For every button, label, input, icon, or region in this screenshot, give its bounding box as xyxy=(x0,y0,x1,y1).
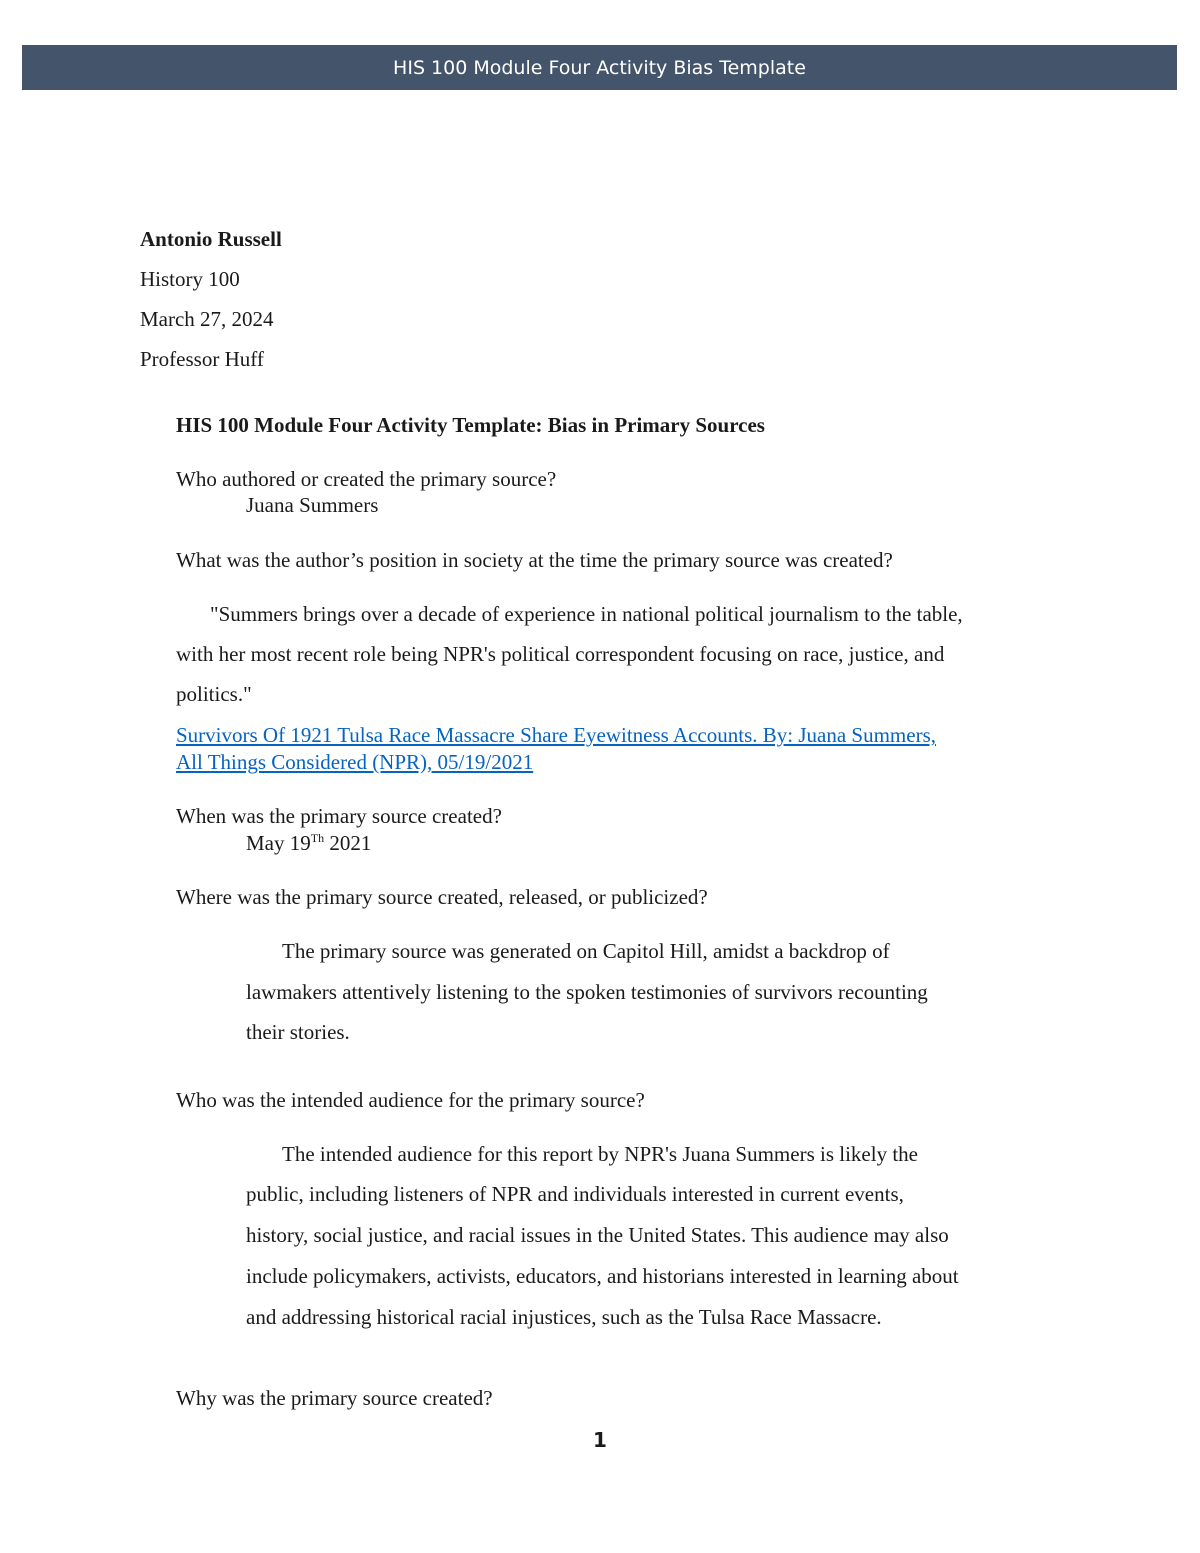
answer-position-line: politics." xyxy=(176,682,252,706)
answer-audience-line: history, social justice, and racial issues in the United States. This audience may also xyxy=(246,1223,949,1247)
question-purpose: Why was the primary source created? xyxy=(176,1386,493,1410)
question-date: When was the primary source created? xyxy=(176,804,502,828)
answer-audience-line: public, including listeners of NPR and individuals interested in current events, xyxy=(246,1182,904,1206)
answer-audience-line: The intended audience for this report by NPR's Juana Summers is likely the xyxy=(282,1142,918,1166)
citation-link[interactable]: All Things Considered (NPR), 05/19/2021 xyxy=(176,750,534,774)
answer-author: Juana Summers xyxy=(246,493,379,517)
answer-audience-line: include policymakers, activists, educators, and historians interested in learning about xyxy=(246,1264,959,1288)
answer-audience-line: and addressing historical racial injustices, such as the Tulsa Race Massacre. xyxy=(246,1305,882,1329)
question-author: Who authored or created the primary source? xyxy=(176,467,557,491)
question-location: Where was the primary source created, released, or publicized? xyxy=(176,885,708,909)
header-bar xyxy=(22,45,1177,90)
answer-location-line: their stories. xyxy=(246,1020,350,1044)
answer-date-main: May 19 xyxy=(246,831,311,855)
author-name: Antonio Russell xyxy=(140,227,282,251)
answer-position-line: "Summers brings over a decade of experience in national political journalism to the table, xyxy=(210,602,963,626)
answer-date xyxy=(246,830,371,856)
professor-name: Professor Huff xyxy=(140,347,264,371)
answer-location-line: lawmakers attentively listening to the spoken testimonies of survivors recounting xyxy=(246,980,928,1004)
question-position: What was the author’s position in society at the time the primary source was created? xyxy=(176,548,893,572)
submission-date: March 27, 2024 xyxy=(140,307,274,331)
answer-position-line: with her most recent role being NPR's political correspondent focusing on race, justice, and xyxy=(176,642,945,666)
answer-location-line: The primary source was generated on Capitol Hill, amidst a backdrop of xyxy=(282,939,890,963)
question-audience: Who was the intended audience for the primary source? xyxy=(176,1088,645,1112)
answer-date-ordinal: Th xyxy=(310,831,325,845)
header-title: HIS 100 Module Four Activity Bias Template xyxy=(393,56,806,79)
page-number: 1 xyxy=(593,1428,607,1452)
course-name: History 100 xyxy=(140,267,240,291)
citation-link[interactable]: Survivors Of 1921 Tulsa Race Massacre Share Eyewitness Accounts. By: Juana Summers, xyxy=(176,723,936,747)
answer-date-year: 2021 xyxy=(324,831,372,855)
document-title: HIS 100 Module Four Activity Template: Bias in Primary Sources xyxy=(176,413,765,437)
